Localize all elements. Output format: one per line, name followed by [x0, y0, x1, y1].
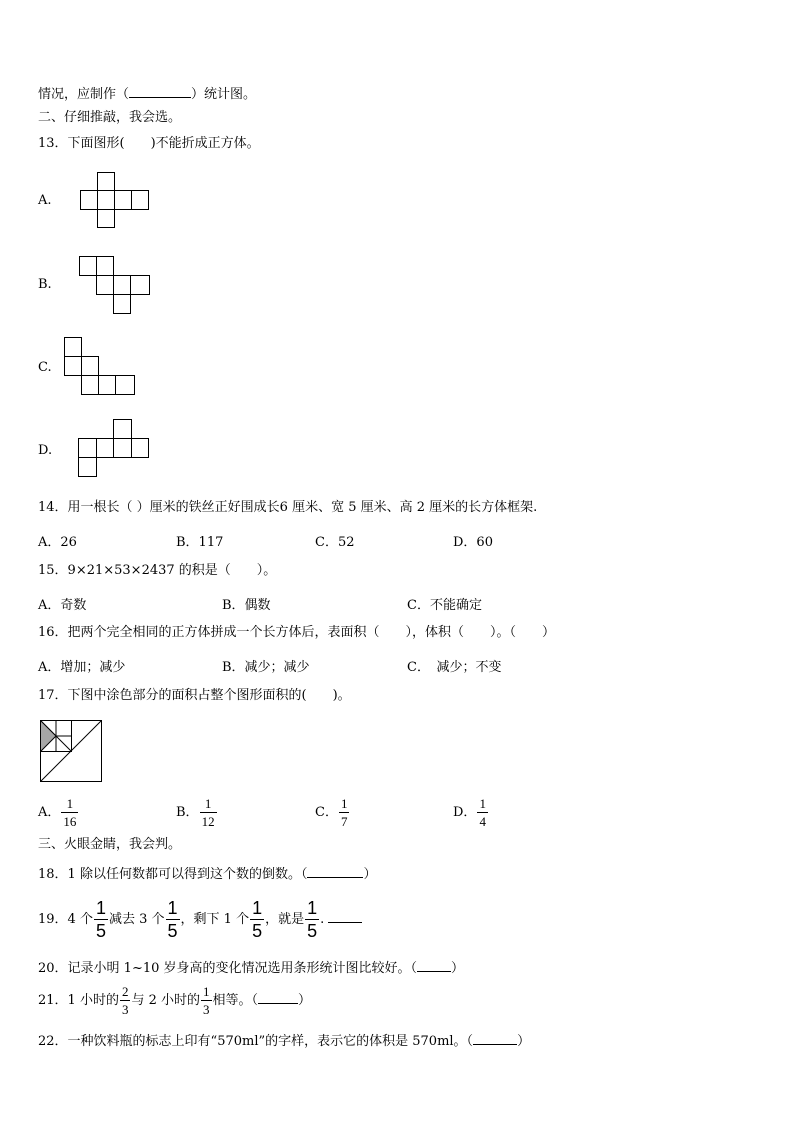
numerator: 1: [204, 796, 212, 811]
fraction-one-third: [201, 985, 212, 1016]
q17-option-a-fraction: [61, 797, 78, 828]
q21-part-3: 相等。（: [212, 993, 259, 1008]
q14-option-d[interactable]: D．60: [453, 535, 493, 550]
denominator: 4: [479, 814, 486, 829]
numerator: 1: [307, 898, 318, 918]
denominator: 12: [201, 814, 215, 829]
denominator: 5: [307, 921, 318, 941]
q17-option-c[interactable]: [315, 797, 350, 828]
denominator: 3: [121, 1002, 129, 1017]
section-2-heading: 二、仔细推敲，我会选。: [38, 110, 182, 125]
fraction-one-fifth: [250, 899, 264, 940]
q18-text: 18．1 除以任何数都可以得到这个数的倒数。（: [38, 867, 308, 882]
q13-net-b: [79, 256, 153, 315]
denominator: 5: [167, 921, 178, 941]
q13-net-d: [78, 419, 152, 479]
q17-option-b[interactable]: [176, 797, 218, 828]
denominator: 5: [95, 921, 106, 941]
q19-part-4: ，就是: [265, 912, 305, 927]
numerator: 1: [479, 796, 486, 811]
q15-option-a[interactable]: A．奇数: [38, 598, 87, 613]
q17-option-d-fraction: [477, 797, 488, 828]
q15-stem: 15．9×21×53×2437 的积是（ ）。: [38, 563, 277, 578]
q19-part-5: .: [320, 912, 325, 927]
q21-part-2: 与 2 小时的: [131, 993, 200, 1008]
q17-option-b-fraction: [200, 797, 217, 828]
q20-text-after: ）: [451, 961, 465, 976]
q17-option-d-label: D．: [453, 805, 477, 820]
answer-blank[interactable]: [307, 864, 363, 878]
numerator: 1: [66, 796, 74, 811]
q19-part-2: 减去 3 个: [108, 912, 165, 927]
q13-option-b-label[interactable]: B.: [38, 277, 52, 292]
q17-option-c-label: C．: [315, 805, 338, 820]
q21: [38, 983, 311, 1019]
q17-option-b-label: B．: [176, 805, 199, 820]
numerator: 1: [167, 898, 178, 918]
q13-stem: 13．下面图形( )不能折成正方体。: [38, 136, 260, 151]
q13-net-a: [80, 172, 152, 230]
q12-tail: [38, 84, 256, 103]
q19-part-1: 19．4 个: [38, 912, 93, 927]
q17-option-c-fraction: [339, 797, 350, 828]
numerator: 1: [95, 898, 106, 918]
q14-option-b[interactable]: B．117: [176, 535, 224, 550]
q15-option-c[interactable]: C．不能确定: [407, 598, 482, 613]
q12-text-after: ）统计图。: [191, 87, 257, 102]
q16-option-b[interactable]: B．减少；减少: [222, 660, 310, 675]
q12-text: 情况，应制作（: [38, 87, 130, 102]
denominator: 5: [252, 921, 263, 941]
answer-blank[interactable]: [129, 84, 191, 98]
denominator: 3: [203, 1002, 210, 1017]
q22-text-after: ）: [517, 1034, 531, 1049]
fraction-one-fifth: [166, 899, 180, 940]
q16-stem: 16．把两个完全相同的正方体拼成一个长方体后，表面积（ ），体积（ ）。（ ）: [38, 625, 556, 640]
numerator: 1: [252, 898, 263, 918]
q19: [38, 898, 362, 942]
q17-option-a-label: A．: [38, 805, 61, 820]
fraction-one-fifth: [305, 899, 319, 940]
q13-option-d-label[interactable]: D.: [38, 443, 53, 458]
q22-text: 22．一种饮料瓶的标志上印有“570ml”的字样，表示它的体积是 570ml。（: [38, 1034, 474, 1049]
numerator: 1: [340, 796, 348, 811]
q16-option-a[interactable]: A．增加；减少: [38, 660, 126, 675]
q16-option-c[interactable]: C． 减少；不变: [407, 660, 502, 675]
q13-option-a-label[interactable]: A.: [38, 193, 52, 208]
q15-option-b[interactable]: B．偶数: [222, 598, 271, 613]
answer-blank[interactable]: [328, 909, 362, 923]
answer-blank[interactable]: [473, 1031, 517, 1045]
q20-text: 20．记录小明 1~10 岁身高的变化情况选用条形统计图比较好。（: [38, 961, 418, 976]
q17-stem: 17．下图中涂色部分的面积占整个图形面积的( )。: [38, 688, 351, 703]
q21-part-4: ）: [298, 993, 312, 1008]
q13-net-c: [64, 337, 138, 397]
q17-option-d[interactable]: [453, 797, 489, 828]
denominator: 7: [340, 814, 348, 829]
q14-stem: 14．用一根长（ ）厘米的铁丝正好围成长6 厘米、宽 5 厘米、高 2 厘米的长方体框架.: [38, 500, 538, 515]
fraction-one-fifth: [94, 899, 108, 940]
q17-figure: [40, 720, 104, 784]
q19-part-3: ，剩下 1 个: [180, 912, 250, 927]
q18-text-after: ）: [363, 867, 377, 882]
q17-option-a[interactable]: [38, 797, 79, 828]
fraction-two-thirds: [120, 985, 131, 1016]
answer-blank[interactable]: [258, 990, 298, 1004]
answer-blank[interactable]: [417, 958, 451, 972]
q14-option-a[interactable]: A．26: [38, 535, 77, 550]
q14-option-c[interactable]: C．52: [315, 535, 355, 550]
q20: [38, 958, 464, 977]
q13-option-c-label[interactable]: C.: [38, 360, 52, 375]
section-3-heading: 三、火眼金睛，我会判。: [38, 837, 182, 852]
denominator: 16: [63, 814, 77, 829]
q18: [38, 864, 376, 883]
numerator: 1: [203, 984, 210, 999]
numerator: 2: [121, 984, 129, 999]
q21-part-1: 21．1 小时的: [38, 993, 119, 1008]
q22: [38, 1031, 530, 1050]
